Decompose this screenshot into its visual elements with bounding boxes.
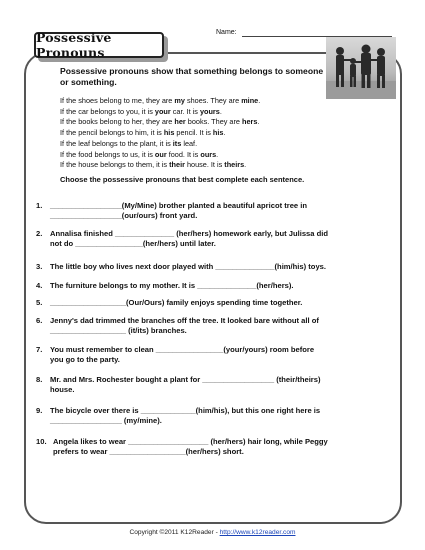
question-number: 5. [36, 298, 43, 307]
pronoun: yours [199, 106, 220, 116]
question-line: not do ________________(her/hers) until later. [50, 239, 216, 249]
pronoun: his [212, 128, 224, 138]
question-text [50, 281, 380, 291]
example-text: . [244, 160, 247, 170]
example-text: If the pencil belongs to him, it is [60, 128, 164, 138]
example-line [60, 160, 330, 171]
question-number: 8. [36, 375, 43, 384]
example-line [60, 150, 330, 161]
footer [0, 529, 425, 536]
example-text: food. It is [166, 149, 201, 159]
intro-text: Possessive pronouns show that something belongs to someone or something. [60, 66, 324, 87]
question-number: 4. [36, 281, 43, 290]
example-text: pencil. It is [174, 128, 213, 138]
copyright-text: Copyright ©2011 K12Reader - [129, 529, 220, 536]
question-text [50, 316, 380, 337]
question-number: 1. [36, 201, 43, 210]
example-text: If the leaf belongs to the plant, it is [60, 138, 173, 148]
question-line: Mr. and Mrs. Rochester bought a plant for _________________ (their/theirs) [50, 375, 321, 384]
pronoun: mine [241, 96, 259, 105]
example-text: . [257, 117, 260, 127]
name-label: Name: [216, 29, 237, 36]
pronoun: ours [200, 149, 217, 159]
example-text: If the house belongs to them, it is [60, 160, 170, 170]
example-text: car. It is [170, 106, 200, 116]
pronoun: their [169, 160, 185, 170]
example-line [60, 107, 330, 118]
pronoun: my [174, 96, 185, 105]
pronoun: our [154, 149, 167, 159]
question-text [50, 375, 380, 396]
website-link[interactable]: http://www.k12reader.com [219, 529, 296, 536]
example-line [60, 139, 330, 150]
example-text: If the food belongs to us, it is [60, 149, 155, 159]
question-number: 9. [36, 406, 43, 415]
question-number: 7. [36, 345, 43, 354]
question-number: 6. [36, 316, 43, 325]
example-text: shoes. They are [184, 96, 242, 105]
question-line: The little boy who lives next door played with ______________(him/his) toys. [50, 262, 326, 271]
family-photo [326, 37, 396, 99]
question-line: you go to the party. [50, 355, 120, 365]
question-text [50, 345, 380, 366]
question-line: _________________(My/Mine) brother planted a beautiful apricot tree in [50, 201, 308, 210]
question-line: _________________(our/ours) front yard. [50, 211, 198, 221]
example-line [60, 96, 330, 107]
question-text [50, 201, 380, 222]
question-line: house. [50, 385, 75, 395]
question-text [50, 298, 380, 308]
question-text [50, 229, 380, 250]
worksheet-title: Possessive Pronouns [34, 32, 164, 58]
question-text [50, 262, 380, 272]
example-text: . [258, 96, 261, 105]
question-text [50, 406, 380, 427]
example-text: house. It is [184, 160, 225, 170]
example-text: If the shoes belong to me, they are [60, 96, 175, 105]
example-text: leaf. [181, 138, 198, 148]
example-line [60, 128, 330, 139]
example-text: . [219, 106, 222, 116]
pronoun: your [154, 106, 171, 116]
pronoun: her [174, 117, 186, 127]
pronoun: theirs [224, 160, 245, 170]
example-text: If the books belong to her, they are [60, 117, 175, 127]
pronoun: his [163, 128, 175, 138]
question-line: _________________ (my/mine). [50, 416, 162, 426]
example-text: . [223, 128, 226, 138]
pronoun: its [172, 138, 182, 148]
example-text: . [216, 149, 219, 159]
question-line: __________________(Our/Ours) family enjoys spending time together. [50, 298, 303, 307]
question-line: prefers to wear __________________(her/hers) short. [53, 447, 244, 457]
example-text: books. They are [185, 117, 243, 127]
question-line: Jenny's dad trimmed the branches off the tree. It looked bare without all of [50, 316, 319, 325]
question-number: 10. [36, 437, 47, 446]
question-line: The furniture belongs to my mother. It is ______________(her/hers). [50, 281, 294, 290]
question-text [53, 437, 383, 458]
question-number: 3. [36, 262, 43, 271]
pronoun: hers [242, 117, 258, 127]
example-line [60, 117, 330, 128]
examples-list [60, 96, 330, 171]
question-line: You must remember to clean ________________(your/yours) room before [50, 345, 315, 354]
question-line: __________________ (it/its) branches. [50, 326, 187, 336]
example-text: If the car belongs to you, it is [60, 106, 155, 116]
question-line: Angela likes to wear ___________________ (her/hers) hair long, while Peggy [53, 437, 328, 446]
question-line: Annalisa finished ______________ (her/hers) homework early, but Julissa did [50, 229, 328, 238]
instruction-text: Choose the possessive pronouns that best complete each sentence. [60, 175, 305, 184]
question-number: 2. [36, 229, 43, 238]
question-line: The bicycle over there is _____________(him/his), but this one right here is [50, 406, 321, 415]
